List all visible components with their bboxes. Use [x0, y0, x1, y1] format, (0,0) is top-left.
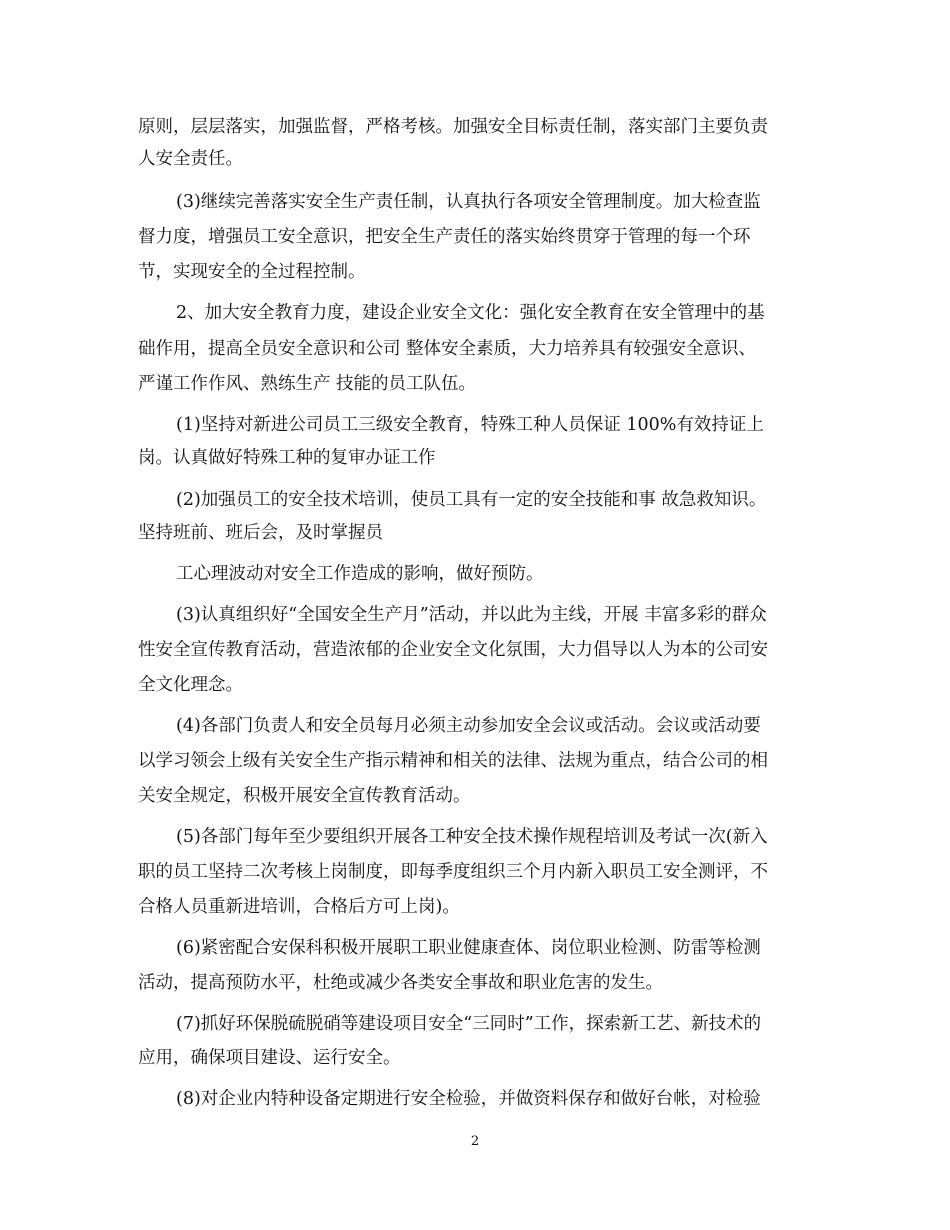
- text-line: 节，实现安全的全过程控制。: [138, 262, 366, 282]
- text-line: 工心理波动对安全工作造成的影响，做好预防。: [176, 564, 544, 584]
- text-line: (7)抓好环保脱硫脱硝等建设项目安全“三同时”工作，探索新工艺、新技术的: [176, 1014, 762, 1034]
- text-line: (1)坚持对新进公司员工三级安全教育，特殊工种人员保证 100%有效持证上: [176, 415, 764, 435]
- text-line: 以学习领会上级有关安全生产指示精神和相关的法律、法规为重点，结合公司的相: [138, 751, 768, 771]
- text-line: 坚持班前、班后会，及时掌握员: [138, 523, 383, 543]
- page-number: 2: [470, 1134, 480, 1149]
- text-line: (6)紧密配合安保科积极开展职工职业健康查体、岗位职业检测、防雷等检测: [176, 938, 761, 958]
- text-line: 关安全规定，积极开展安全宣传教育活动。: [138, 786, 471, 806]
- text-line: (2)加强员工的安全技术培训，使员工具有一定的安全技能和事 故急救知识。: [176, 490, 767, 510]
- text-line: 岗。认真做好特殊工种的复审办证工作: [138, 448, 436, 468]
- text-line: (5)各部门每年至少要组织开展各工种安全技术操作规程培训及考试一次(新入: [176, 827, 768, 847]
- text-line: 2、加大安全教育力度，建设企业安全文化：强化安全教育在安全管理中的基: [176, 303, 765, 323]
- text-line: 性安全宣传教育活动，营造浓郁的企业安全文化氛围，大力倡导以人为本的公司安: [138, 640, 768, 660]
- text-line: 职的员工坚持二次考核上岗制度，即每季度组织三个月内新入职员工安全测评，不: [138, 862, 768, 882]
- text-line: 严谨工作作风、熟练生产 技能的员工队伍。: [138, 374, 477, 394]
- text-line: 督力度，增强员工安全意识，把安全生产责任的落实始终贯穿于管理的每一个环: [138, 227, 751, 247]
- text-line: 活动，提高预防水平，杜绝或减少各类安全事故和职业危害的发生。: [138, 973, 663, 993]
- text-line: 原则，层层落实，加强监督，严格考核。加强安全目标责任制，落实部门主要负责: [138, 117, 768, 137]
- text-line: 全文化理念。: [138, 675, 243, 695]
- text-line: 础作用，提高全员安全意识和公司 整体安全素质，大力培养具有较强安全意识、: [138, 339, 757, 359]
- text-line: (3)认真组织好“全国安全生产月”活动，并以此为主线，开展 丰富多彩的群众: [176, 605, 767, 625]
- text-line: 人安全责任。: [138, 149, 243, 169]
- text-line: (8)对企业内特种设备定期进行安全检验，并做资料保存和做好台帐，对检验: [176, 1089, 761, 1109]
- text-line: (3)继续完善落实安全生产责任制，认真执行各项安全管理制度。加大检查监: [176, 192, 761, 212]
- text-line: 合格人员重新进培训，合格后方可上岗)。: [138, 897, 460, 917]
- text-line: (4)各部门负责人和安全员每月必须主动参加安全会议或活动。会议或活动要: [176, 716, 761, 736]
- text-line: 应用，确保项目建设、运行安全。: [138, 1048, 401, 1068]
